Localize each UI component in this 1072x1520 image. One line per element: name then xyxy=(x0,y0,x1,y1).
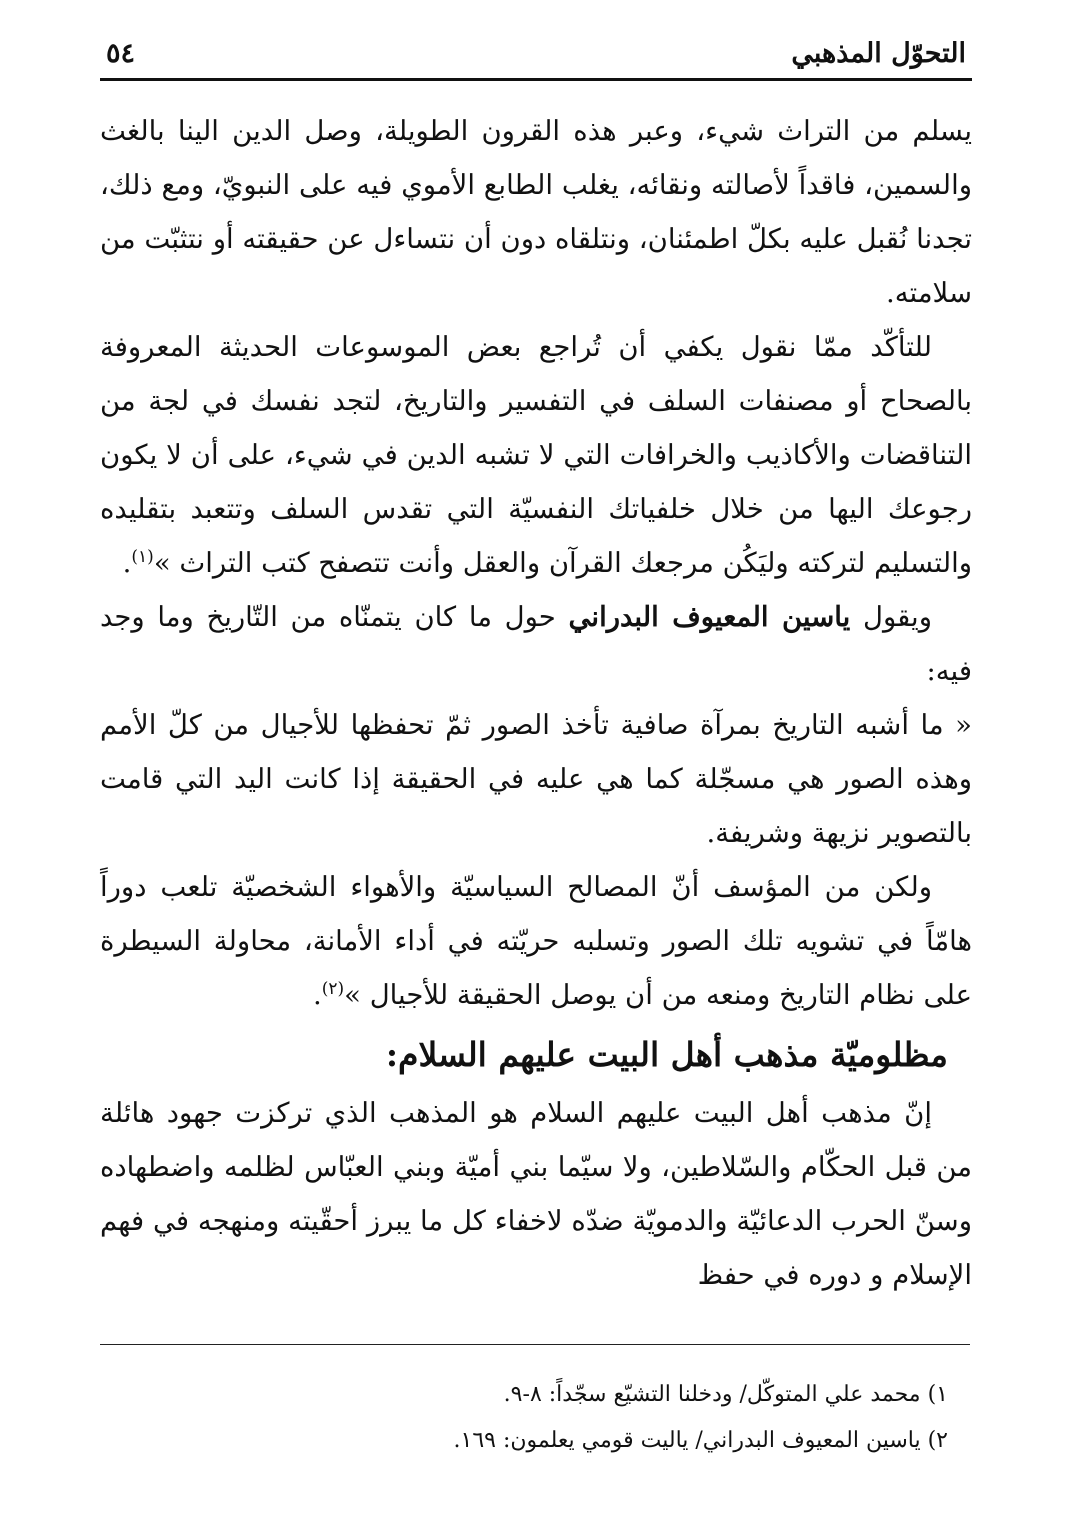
paragraph-3-start: ويقول xyxy=(850,601,932,633)
running-header xyxy=(100,34,972,81)
paragraph-2-end: . xyxy=(122,547,132,579)
section-text xyxy=(100,1086,972,1302)
paragraph-4: « ما أشبه التاريخ بمرآة صافية تأخذ الصور ثمّ تحفظها للأجيال من كلّ الأمم وهذه الصور هي مسجّلة كما هي عليه في الحقيقة إذا كانت اليد التي قامت بالتصوير نزيهة وشريفة. xyxy=(100,709,972,849)
paragraph-2-text: للتأكّد ممّا نقول يكفي أن تُراجع بعض الموسوعات الحديثة المعروفة بالصحاح أو مصنفات السلف في التفسير والتاريخ، لتجد نفسك في لجة من التناقضات والأكاذيب والخرافات التي لا تشبه الدين في شيء، على أن لا يكون رجوعك اليها من خلال خلفياتك النفسيّة التي تقدس السلف وتتعبد بتقليده والتسليم لتركته وليَكُن مرجعك القرآن والعقل وأنت تتصفح كتب التراث » xyxy=(100,331,972,579)
paragraph-5-text: ولكن من المؤسف أنّ المصالح السياسيّة والأهواء الشخصيّة تلعب دوراً هامّاً في تشويه تلك الصور وتسلبه حريّته في أداء الأمانة، محاولة السيطرة على نظام التاريخ ومنعه من أن يوصل الحقيقة للأجيال » xyxy=(100,871,972,1011)
section-heading: مظلوميّة مذهب أهل البيت عليهم السلام: xyxy=(385,1035,948,1074)
paragraph-5 xyxy=(100,860,972,1022)
paragraph-2 xyxy=(100,320,972,590)
paragraph-1: يسلم من التراث شيء، وعبر هذه القرون الطويلة، وصل الدين الينا بالغث والسمين، فاقداً لأصالته ونقائه، يغلب الطابع الأموي فيه على النبويّ، ومع ذلك، تجدنا نُقبل عليه بكلّ اطمئنان، ونتلقاه دون أن نتساءل عن حقيقته أو نتثبّت من سلامته. xyxy=(100,115,972,309)
section-paragraph: إنّ مذهب أهل البيت عليهم السلام هو المذهب الذي تركزت جهود هائلة من قبل الحكّام والسّلاطين، ولا سيّما بني أميّة وبني العبّاس لظلمه واضطهاده وسنّ الحرب الدعائيّة والدمويّة ضدّه لاخفاء كل ما يبرز أحقّيته ومنهجه في فهم الإسلام و دوره في حفظ xyxy=(100,1097,972,1291)
author-name: ياسين المعيوف البدراني xyxy=(568,601,851,633)
body-text xyxy=(100,104,972,1022)
footnotes xyxy=(100,1372,972,1464)
header-title: التحوّل المذهبي xyxy=(791,38,966,69)
page-number: ٥٤ xyxy=(106,38,136,69)
paragraph-3 xyxy=(100,590,972,698)
paragraph-3-end: حول ما كان يتمنّاه من التّاريخ وما وجد فيه: xyxy=(100,601,972,687)
paragraph-5-end: . xyxy=(312,979,322,1011)
footnote-2: ٢) ياسين المعيوف البدراني/ ياليت قومي يعلمون: ١٦٩. xyxy=(453,1428,948,1453)
footnote-marker-2: (٢) xyxy=(321,978,345,999)
footnote-marker-1: (١) xyxy=(131,546,154,567)
footnote-divider xyxy=(100,1344,970,1345)
footnote-1: ١) محمد علي المتوكّل/ ودخلنا التشيّع سجّداً: ٨-٩. xyxy=(503,1382,948,1407)
